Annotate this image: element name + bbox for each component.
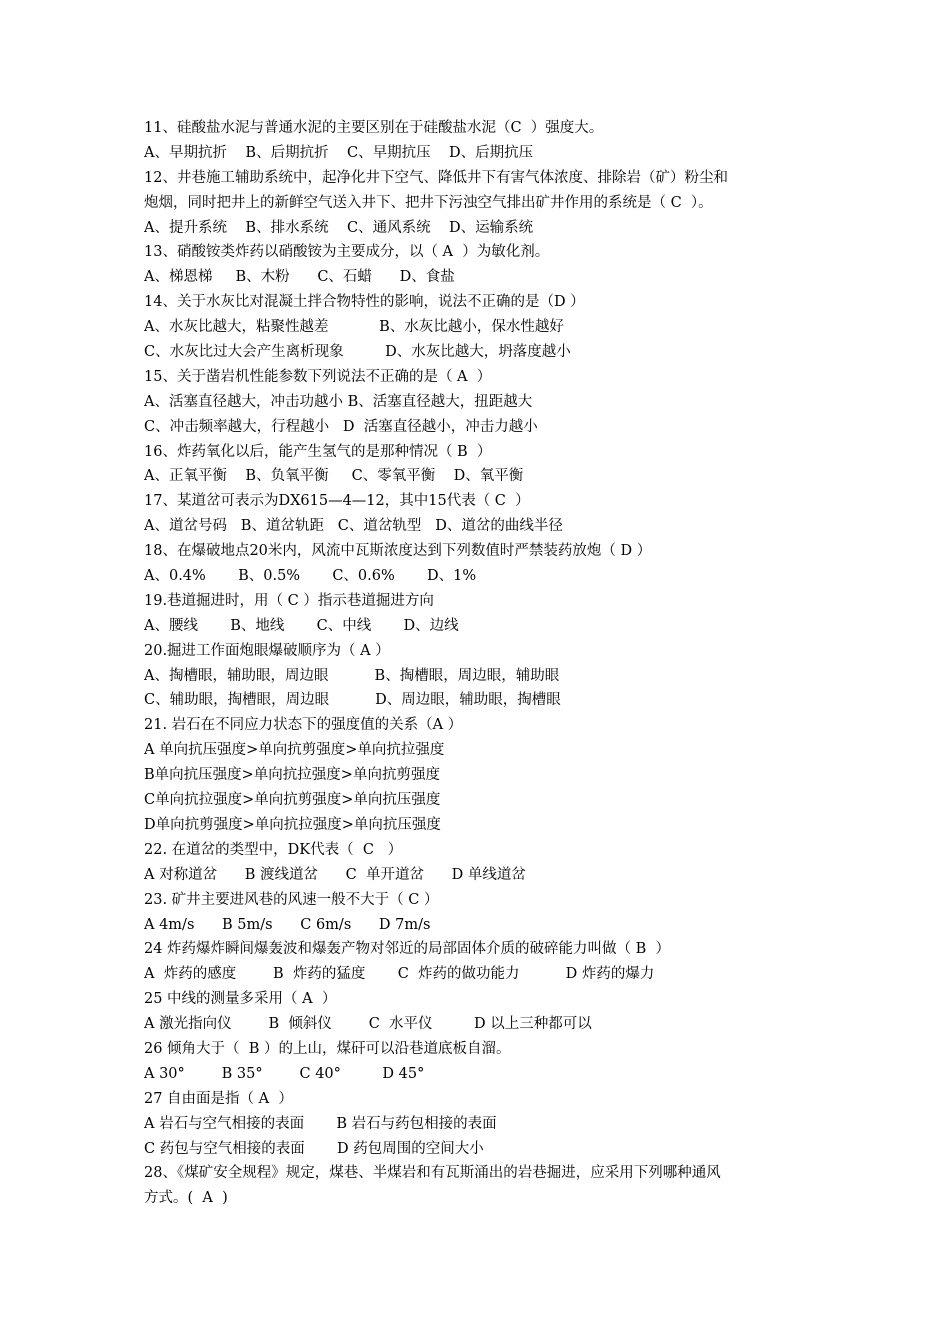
text-line: A、道岔号码 B、道岔轨距 C、道岔轨型 D、道岔的曲线半径 <box>144 518 563 535</box>
text-line: C、水灰比过大会产生离析现象 D、水灰比越大，坍落度越小 <box>144 344 571 361</box>
text-line: 23. 矿井主要进风巷的风速一般不大于（ C ） <box>144 891 439 908</box>
text-line: C单向抗拉强度>单向抗剪强度>单向抗压强度 <box>144 792 441 809</box>
text-line: A、早期抗折 B、后期抗折 C、早期抗压 D、后期抗压 <box>144 144 534 161</box>
text-line: 方式。( A ) <box>144 1190 228 1207</box>
text-line: A、掏槽眼，辅助眼，周边眼 B、掏槽眼，周边眼，辅助眼 <box>144 667 560 684</box>
text-line: B单向抗压强度>单向抗拉强度>单向抗剪强度 <box>144 767 440 784</box>
text-line: 11、硅酸盐水泥与普通水泥的主要区别在于硅酸盐水泥（C ）强度大。 <box>144 120 604 136</box>
text-line: A 激光指向仪 B 倾斜仪 C 水平仪 D 以上三种都可以 <box>144 1016 592 1033</box>
text-line: A 岩石与空气相接的表面 B 岩石与药包相接的表面 <box>144 1115 497 1132</box>
text-line: A、水灰比越大，粘聚性越差 B、水灰比越小，保水性越好 <box>144 319 564 336</box>
text-line: A 30° B 35° C 40° D 45° <box>144 1065 425 1082</box>
text-line: A、正氧平衡 B、负氧平衡 C、零氧平衡 D、氧平衡 <box>144 468 524 485</box>
text-line: A 单向抗压强度>单向抗剪强度>单向抗拉强度 <box>144 742 445 759</box>
text-line: A、0.4% B、0.5% C、0.6% D、1% <box>144 568 477 585</box>
text-line: A、活塞直径越大，冲击功越小 B、活塞直径越大，扭距越大 <box>144 393 533 410</box>
text-line: 24 炸药爆炸瞬间爆轰波和爆轰产物对邻近的局部固体介质的破碎能力叫做（ B ） <box>144 941 671 958</box>
text-line: 26 倾角大于（ B ）的上山，煤矸可以沿巷道底板自溜。 <box>144 1040 511 1057</box>
text-line: 20.掘进工作面炮眼爆破顺序为（ A ） <box>144 642 390 659</box>
text-line: 14、关于水灰比对混凝土拌合物特性的影响，说法不正确的是（D ） <box>144 294 585 311</box>
text-line: 27 自由面是指（ A ） <box>144 1090 293 1107</box>
text-line: A 对称道岔 B 渡线道岔 C 单开道岔 D 单线道岔 <box>144 866 526 883</box>
text-line: A 4m/s B 5m/s C 6m/s D 7m/s <box>144 916 431 933</box>
text-line: 25 中线的测量多采用（ A ） <box>144 991 337 1008</box>
text-line: 22. 在道岔的类型中，DK代表（ C ） <box>144 841 403 858</box>
text-line: 15、关于凿岩机性能参数下列说法不正确的是（ A ） <box>144 368 492 385</box>
text-line: 21. 岩石在不同应力状态下的强度值的关系（A ） <box>144 717 463 734</box>
text-line: A、腰线 B、地线 C、中线 D、边线 <box>144 617 459 634</box>
text-line: 28、《煤矿安全规程》规定，煤巷、半煤岩和有瓦斯涌出的岩巷掘进，应采用下列哪种通风 <box>144 1165 721 1182</box>
text-line: A、梯恩梯 B、木粉 C、石蜡 D、食盐 <box>144 269 455 286</box>
text-line: A 炸药的感度 B 炸药的猛度 C 炸药的做功能力 D 炸药的爆力 <box>144 966 655 983</box>
text-line: D单向抗剪强度>单向抗拉强度>单向抗压强度 <box>144 816 441 833</box>
text-line: 16、炸药氧化以后，能产生氢气的是那种情况（ B ） <box>144 443 492 460</box>
text-line: C、冲击频率越大，行程越小 D 活塞直径越小，冲击力越小 <box>144 418 538 435</box>
text-line: 17、某道岔可表示为DX615—4—12，其中15代表（ C ） <box>144 493 530 510</box>
text-line: 炮烟，同时把井上的新鲜空气送入井下、把井下污浊空气排出矿井作用的系统是（ C ）。 <box>144 194 713 211</box>
text-line: C、辅助眼，掏槽眼，周边眼 D、周边眼，辅助眼，掏槽眼 <box>144 692 561 709</box>
text-line: 19.巷道掘进时，用（ C ）指示巷道掘进方向 <box>144 592 434 609</box>
text-line: 18、在爆破地点20米内，风流中瓦斯浓度达到下列数值时严禁装药放炮（ D ） <box>144 543 652 560</box>
question-list <box>144 116 814 1211</box>
text-line: 13、硝酸铵类炸药以硝酸铵为主要成分，以（ A ）为敏化剂。 <box>144 244 550 261</box>
text-line: C 药包与空气相接的表面 D 药包周围的空间大小 <box>144 1140 484 1157</box>
text-line: A、提升系统 B、排水系统 C、通风系统 D、运输系统 <box>144 219 534 236</box>
text-line: 12、井巷施工辅助系统中，起净化井下空气、降低井下有害气体浓度、排除岩（矿）粉尘和 <box>144 169 728 186</box>
